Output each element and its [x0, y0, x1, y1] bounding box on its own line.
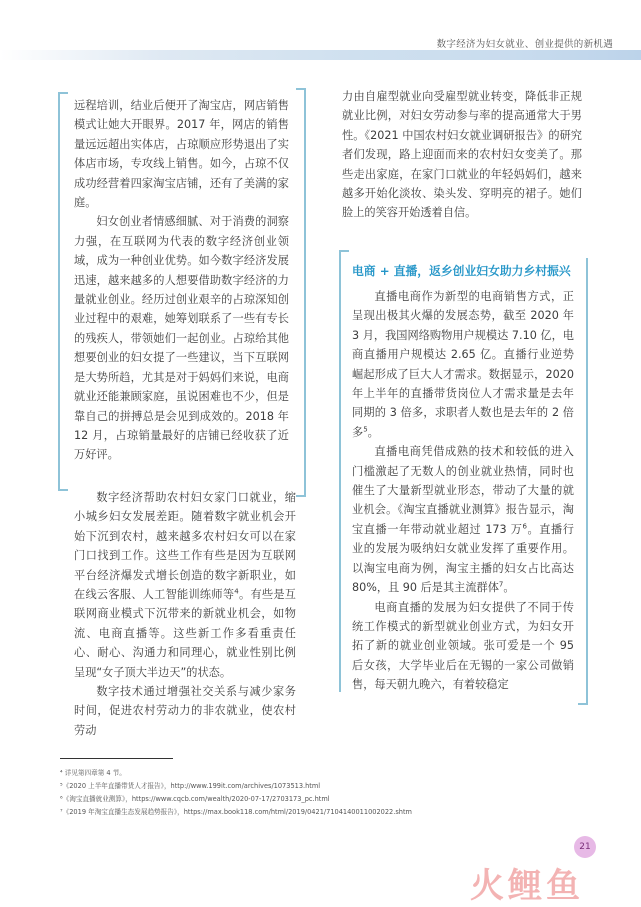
section-title: 电商 + 直播，返乡创业妇女助力乡村振兴 — [352, 264, 571, 278]
quote-bracket-left — [58, 92, 68, 491]
page-number-badge: 21 — [574, 836, 596, 858]
section-body — [352, 287, 574, 695]
quote-paragraph: 远程培训，结业后便开了淘宝店，网店销售模式让她大开眼界。2017 年，网店的销售量远远超出实体店，占琼顺应形势退出了实体店市场，专攻线上销售。如今，占琼不仅成功经营着四家淘宝店铺，还有了美满的家庭。 — [74, 99, 289, 210]
body-paragraph: 数字技术通过增强社交关系与减少家务时间，促进农村劳动力的非农就业，使农村劳动 — [74, 685, 296, 737]
footnotes — [60, 767, 580, 819]
body-paragraph: 力由自雇型就业向受雇型就业转变，降低非正规就业比例，对妇女劳动参与率的提高通常大于男性。《2021 中国农村妇女就业调研报告》的研究者们发现，路上迎面而来的农村妇女变美了。那些走出家庭，在家门口就业的年轻妈妈们，越来越多开始化淡妆、染头发、穿明亮的裙子。她们脸上的笑容开始透着自信。 — [342, 90, 582, 220]
footnote-item[interactable]: ⁷《2019 年淘宝直播生态发展趋势报告》，https://max.book118.com/html/2019/0421/7104140011002022.shtm — [60, 808, 412, 816]
case-study-quote — [74, 96, 289, 465]
header-gradient-bar — [0, 50, 641, 60]
running-header: 数字经济为妇女就业、创业提供的新机遇 — [436, 39, 613, 50]
section-bracket-left — [339, 250, 349, 692]
footnote-ref[interactable]: 5 — [363, 425, 368, 434]
footnote-item[interactable]: ⁵《2020 上半年直播带货人才报告》，http://www.199it.com/archives/1073513.html — [60, 782, 321, 790]
left-body-text — [74, 488, 296, 740]
section-paragraph: 电商直播的发展为妇女提供了不同于传统工作模式的新型就业创业方式，为妇女开拓了新的就业创业领域。张可爱是一个 95 后女孩，大学毕业后在无锡的一家公司做销售，每天朝九晚六，有着较稳定 — [352, 600, 574, 692]
footnote-ref[interactable]: 7 — [498, 580, 504, 589]
footnote-ref[interactable]: 4 — [234, 587, 239, 596]
watermark-logo: 火鲤鱼 — [470, 866, 584, 906]
footnote-ref[interactable]: 6 — [522, 522, 527, 531]
section-bracket-right — [578, 258, 588, 705]
footnote-item: ⁴ 详见第四章第 4 节。 — [60, 769, 126, 777]
right-body-text — [342, 87, 582, 223]
footnote-divider — [60, 758, 173, 759]
body-paragraph: 数字经济帮助农村妇女家门口就业，缩小城乡妇女发展差距。随着数字就业机会开始下沉到农村，越来越多农村妇女可以在家门口找到工作。这些工作有些是因为互联网平台经济爆发式增长创造的数字新职业，如在线云客服、人工智能训练师等$^4$。有些是互联网商业模式下沉带来的新就业机会，如物流、电商直播等。这些新工作多看重责任心、耐心、沟通力和同理心，就业性别比例呈现“女子顶大半边天”的状态。 — [74, 491, 296, 679]
quote-paragraph: 妇女创业者情感细腻、对于消费的洞察力强，在互联网为代表的数字经济创业领域，成为一种创业优势。如今数字经济发展迅速，越来越多的人想要借助数字经济的力量就业创业。经历过创业艰辛的占琼深知创业过程中的艰难，她筹划联系了一些有专长的残疾人，带领她们一起创业。占琼给其他想要创业的妇女提了一些建议，当下互联网是大势所趋，尤其是对于妈妈们来说，电商就业还能兼顾家庭，虽说困难也不少，但是靠自己的拼搏总是会见到成效的。2018 年 12 月，占琼销量最好的店铺已经收获了近万好评。 — [74, 215, 289, 462]
quote-bracket-right — [296, 88, 306, 497]
footnote-item[interactable]: ⁶《淘宝直播就业测算》，https://www.cqcb.com/wealth/2020-07-17/2703173_pc.html — [60, 795, 330, 803]
section-paragraph: 直播电商作为新型的电商销售方式，正呈现出极其火爆的发展态势，截至 2020 年 3 月，我国网络购物用户规模达 7.10 亿，电商直播用户规模达 2.65 亿。直播行业逆势崛起形成了巨大人才需求。数据显示，2020 年上半年的直播带货岗位人才需求量是去年同期的 3 倍多，求职者人数也是去年的 2 倍多$^5$。 — [352, 290, 574, 439]
section-paragraph: 直播电商凭借成熟的技术和较低的进入门槛激起了无数人的创业就业热情，同时也催生了大量新型就业形态，带动了大量的就业机会。《淘宝直播就业测算》报告显示，淘宝直播一年带动就业超过 173 万$^6$。直播行业的发展为吸纳妇女就业发挥了重要作用。以淘宝电商为例，淘宝主播的妇女占比高达 80%，且 90 后是其主流群体$^7$。 — [352, 445, 574, 595]
